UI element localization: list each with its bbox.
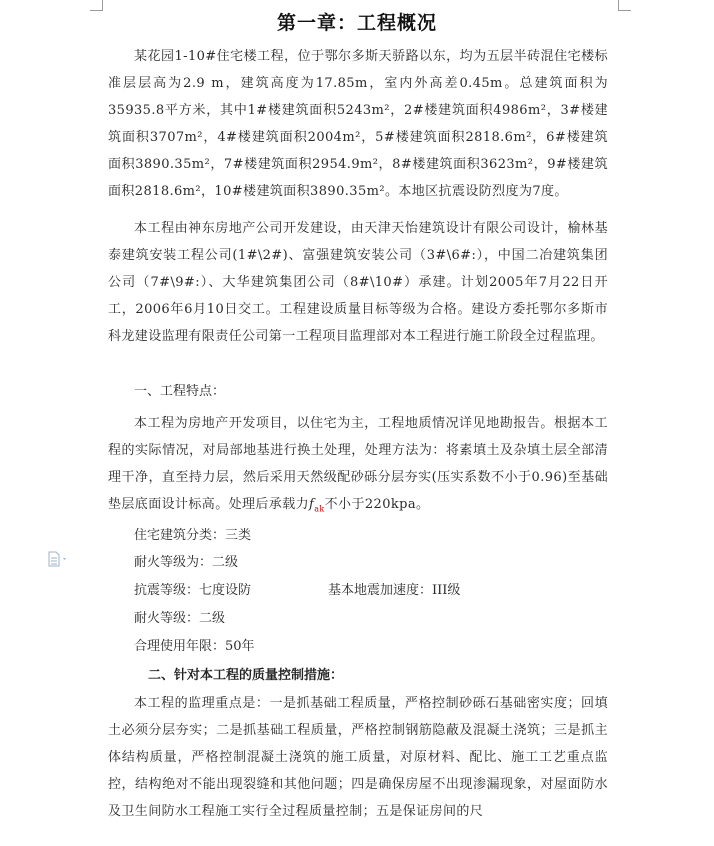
info-fire-rating: 耐火等级为：二级 <box>134 555 239 570</box>
paragraph-overview: 某花园1-10#住宅楼工程，位于鄂尔多斯天骄路以东，均为五层半砖混住宅楼标准层层高为2.9 m，建筑高度为17.85m，室内外高差0.45m。总建筑面积为35935.8平方米，其中1#楼建筑面积5243m²，2#楼建筑面积4986m²，3#楼建筑面积3707m²，4#楼建筑面积2004m²，5#楼建筑面积2818.6m²，6#楼建筑面积3890.35m²，7#楼建筑面积2954.9m²，8#楼建筑面积3623m²，9#楼建筑面积2818.6m²，10#楼建筑面积3890.35m²。本地区抗震设防烈度为7度。 <box>108 49 608 199</box>
info-seismic-acceleration: 基本地震加速度：III级 <box>328 583 461 598</box>
bearing-capacity-symbol: f <box>309 497 315 512</box>
document-icon-graphic <box>48 551 70 567</box>
info-fire-rating-2: 耐火等级：二级 <box>134 611 226 626</box>
bearing-capacity-subscript: ak <box>314 504 325 514</box>
chapter-title: 第一章：工程概况 <box>276 12 437 34</box>
paragraph-quality: 本工程的监理重点是：一是抓基础工程质量，严格控制砂砾石基础密实度；回填土必须分层夯实；二是抓基础工程质量，严格控制钢筋隐蔽及混凝土浇筑；三是抓主体结构质量，严格控制混凝土浇筑的施工质量，对原材料、配比、施工工艺重点监控，结构绝对不能出现裂缝和其他问题；四是确保房屋不出现渗漏现象，对屋面防水及卫生间防水工程施工实行全过程质量控制；五是保证房间的尺 <box>108 696 608 819</box>
info-service-life: 合理使用年限：50年 <box>134 639 255 654</box>
info-seismic-grade: 抗震等级：七度设防 <box>134 583 252 598</box>
info-building-class: 住宅建筑分类：三类 <box>134 528 252 543</box>
document-icon[interactable] <box>48 551 70 567</box>
heading-quality-measures: 二、针对本工程的质量控制措施： <box>148 668 344 683</box>
paragraph-construction: 本工程由神东房地产公司开发建设，由天津天怡建筑设计有限公司设计，榆林基泰建筑安装工程公司(1#\2#)、富强建筑安装公司（3#\6#:），中国二冶建筑集团公司（7#\9#:）、大华建筑集团公司（8#\10#）承建。计划2005年7月22日开工，2006年6月10日交工。工程建设质量目标等级为合格。建设方委托鄂尔多斯市科龙建设监理有限责任公司第一工程项目监理部对本工程进行施工阶段全过程监理。 <box>108 221 608 344</box>
paragraph-features <box>108 410 608 523</box>
paragraph-features-text: 本工程为房地产开发项目，以住宅为主，工程地质情况详见地勘报告。根据本工程的实际情况，对局部地基进行换土处理，处理方法为：将素填土及杂填土层全部清理干净，直至持力层，然后采用天然级配砂砾分层夯实(压实系数不小于0.96)至基础垫层底面设计标高。处理后承载力 <box>108 416 608 512</box>
heading-features: 一、工程特点： <box>134 384 226 399</box>
paragraph-features-tail: 不小于220kpa。 <box>324 497 430 512</box>
